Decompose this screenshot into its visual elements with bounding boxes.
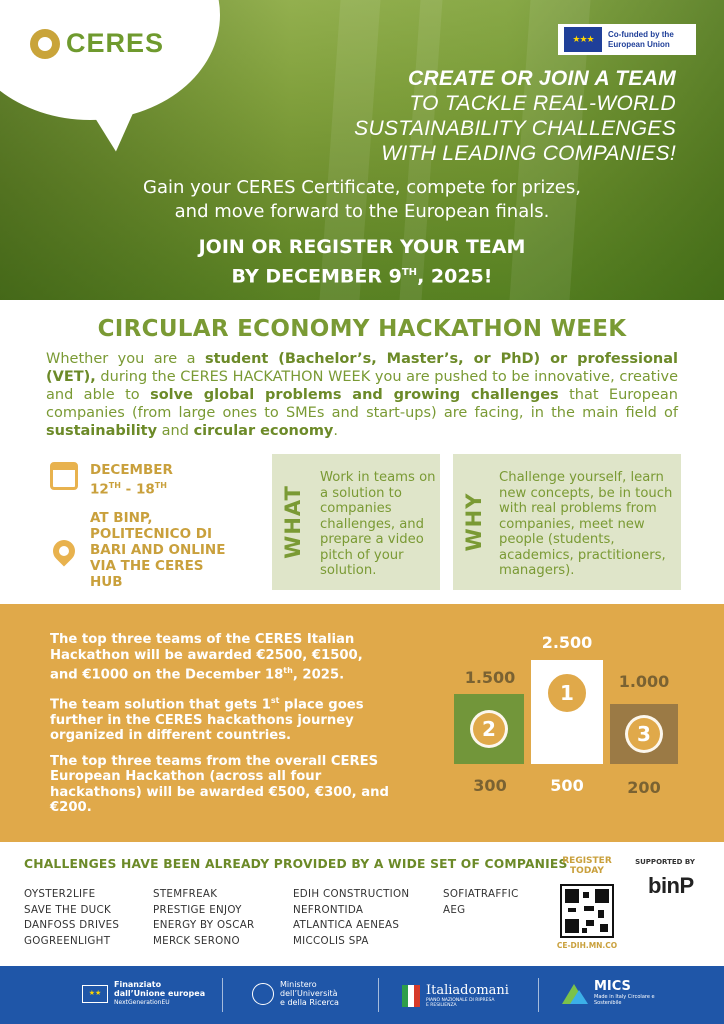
what-label: WHAT (281, 485, 305, 559)
calendar-icon (50, 462, 78, 490)
rank-badge: 2 (470, 710, 508, 748)
event-dates: DECEMBER 12TH - 18TH (90, 462, 173, 498)
funding-footer (0, 966, 724, 1024)
eu-cofunded-badge (558, 24, 696, 55)
company-name: MICCOLIS SPA (293, 934, 369, 947)
what-text: Work in teams on a solution to companies challenges, and prepare a video pitch of your solution. (320, 470, 436, 578)
second-prize-european: 300 (473, 776, 507, 795)
company-name: GOGREENLIGHT (24, 934, 111, 947)
ceres-logo[interactable] (30, 28, 164, 59)
hero-tagline: CREATE OR JOIN A TEAM TO TACKLE REAL-WORLD SUSTAINABILITY CHALLENGES WITH LEADING COMPANIES! (354, 67, 676, 165)
event-location: AT BINP, POLITECNICO DI BARI AND ONLINE VIA THE CERES HUB (90, 509, 226, 590)
second-prize-italian: 1.500 (464, 668, 516, 687)
company-name: SAVE THE DUCK (24, 903, 112, 916)
company-name: ENERGY BY OSCAR (153, 919, 255, 931)
company-name: NEFRONTIDA (293, 903, 364, 916)
event-description: Whether you are a student (Bachelor’s, Master’s, or PhD) or professional (VET), during the CERES HACKATHON WEEK you are pushed to be innovative, creative and able to solve global problems and growing challenges that European companies (from large ones to SMEs and start-ups) are facing, in the main field of sustainability and circular economy. (46, 351, 678, 439)
registration-url[interactable]: CE-DIH.MN.CO (556, 941, 618, 950)
mics-logo: MICS Made in Italy Circolare e Sostenibile (562, 980, 664, 1006)
event-details (50, 462, 260, 602)
company-name: PRESTIGE ENJOY (153, 903, 242, 916)
italian-flag-icon (402, 985, 420, 1007)
why-text: Challenge yourself, learn new concepts, be in touch with real problems from companies, meet new people (students, academics, practitioners, managers). (499, 470, 673, 578)
registration-deadline: JOIN OR REGISTER YOUR TEAM BY DECEMBER 9TH, 2025! (198, 236, 526, 288)
company-name: STEMFREAK (153, 888, 218, 900)
mics-mountain-icon (562, 982, 588, 1004)
company-name: AEG (443, 903, 466, 916)
podium-first (531, 660, 603, 764)
ceres-logo-text: CERES (66, 28, 165, 58)
company-name: OYSTER2LIFE (24, 888, 96, 900)
third-prize-european: 200 (627, 778, 661, 797)
first-prize-european: 500 (550, 776, 584, 795)
company-list (24, 887, 553, 949)
eu-flag-icon: ★★★ (564, 27, 602, 52)
register-today-label: REGISTER TODAY (562, 856, 612, 876)
company-name: ATLANTICA AENEAS (293, 919, 400, 931)
first-prize-italian: 2.500 (541, 633, 593, 652)
eu-badge-text: Co-funded by the European Union (608, 29, 674, 49)
rank-badge: 3 (625, 715, 663, 753)
third-prize-italian: 1.000 (618, 672, 670, 691)
eu-flag-icon: ★★ (82, 985, 108, 1003)
company-name: MERCK SERONO (153, 934, 240, 947)
prizes-description: The top three teams of the CERES Italian Hackathon will be awarded €2500, €1500, and €1000 on the December 18th, 2025. The team solution that gets 1st place goes further in the CERES hackathons journey organized in different countries. The top three teams from the overall CERES European Hackathon (across all four hackathons) will be awarded €500, €300, and €200. (50, 632, 389, 816)
why-label: WHY (462, 492, 486, 552)
nextgen-eu-logo: ★★ Finanziato dall’Unione europea NextGenerationEU (82, 980, 205, 1007)
ministry-logo: Ministero dell’Università e della Ricerca (252, 980, 339, 1007)
italian-seal-icon (252, 983, 274, 1005)
podium-second (454, 694, 524, 764)
rank-badge: 1 (548, 674, 586, 712)
company-name: DANFOSS DRIVES (24, 919, 120, 931)
binp-logo[interactable]: binP (648, 873, 694, 898)
podium-third (610, 704, 678, 764)
ceres-logo-icon (30, 29, 60, 59)
why-box (453, 454, 681, 590)
italiadomani-logo: Italiadomani PIANO NAZIONALE DI RIPRESA E RESILIENZA (402, 984, 509, 1008)
company-name: SOFIATRAFFIC (443, 888, 519, 900)
hero-banner (0, 0, 724, 300)
hero-subtitle: Gain your CERES Certificate, compete for prizes, and move forward to the European finals. (143, 177, 581, 222)
company-name: EDIH CONSTRUCTION (293, 888, 410, 900)
event-title: CIRCULAR ECONOMY HACKATHON WEEK (97, 316, 627, 342)
registration-qr-code[interactable] (560, 884, 614, 938)
challenges-title: CHALLENGES HAVE BEEN ALREADY PROVIDED BY A WIDE SET OF COMPANIES (24, 857, 568, 871)
supported-by-label: SUPPORTED BY (635, 858, 695, 866)
what-box (272, 454, 440, 590)
location-pin-icon (48, 535, 79, 566)
